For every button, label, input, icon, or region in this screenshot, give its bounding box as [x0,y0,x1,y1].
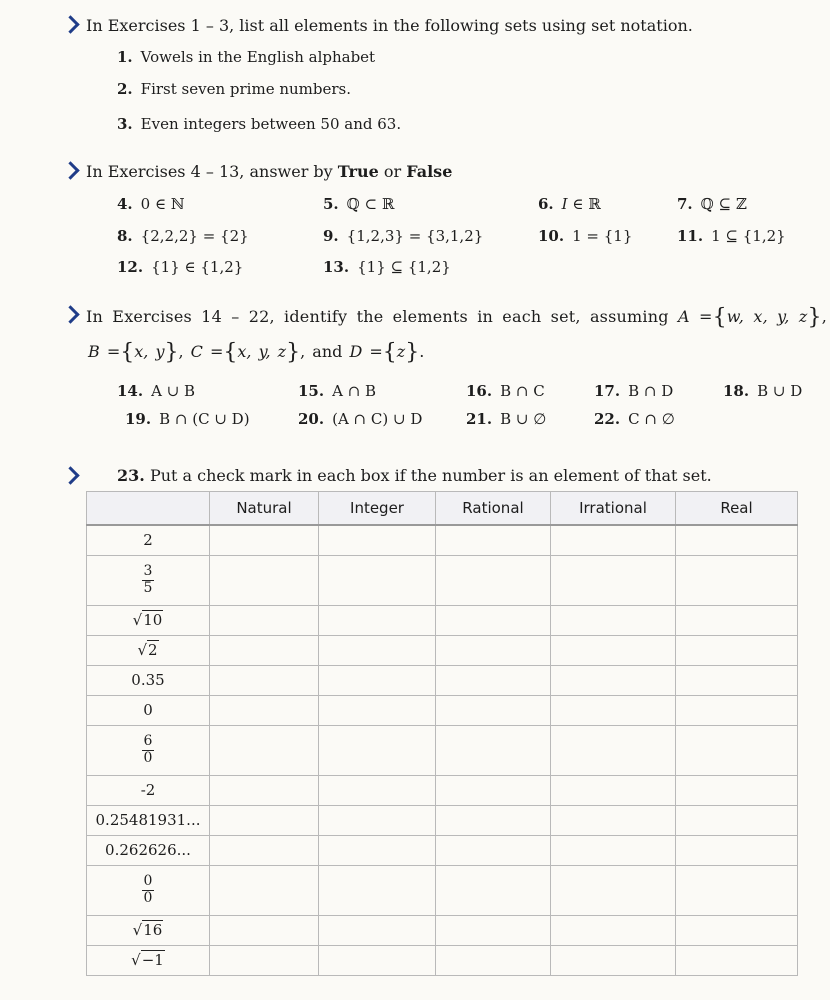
exercise-text: 0 ∈ ℕ [140,195,185,213]
header-irrational: Irrational [551,492,676,526]
row-label [87,945,210,975]
exercise-number: 10. [538,227,565,245]
check-cell[interactable] [551,805,676,835]
exercise-number: 22. [594,410,621,428]
exercise-item [323,227,483,245]
exercise-item [594,382,673,400]
exercise-number: 3. [117,115,133,133]
exercise-item [125,410,250,428]
check-cell[interactable] [210,945,319,975]
exercise-text: ℚ ⊂ ℝ [346,195,395,213]
table-row [87,605,798,635]
check-cell[interactable] [676,635,798,665]
check-cell[interactable] [436,695,551,725]
false-word: False [406,162,453,181]
check-cell[interactable] [676,945,798,975]
fraction: $\frac{6}{0}$ [143,733,153,766]
check-cell[interactable] [210,635,319,665]
check-cell[interactable] [436,665,551,695]
check-cell[interactable] [551,915,676,945]
row-label [87,555,210,605]
exercise-item [323,195,394,213]
exercise-text: ℚ ⊆ ℤ [700,195,747,213]
exercise-text: B ∩ (C ∪ D) [159,410,250,428]
check-cell[interactable] [676,775,798,805]
check-cell[interactable] [676,525,798,555]
chevron-right-icon [61,161,79,179]
table-row [87,695,798,725]
exercise-text: B ∩ C [500,382,545,400]
exercise-number: 1. [117,48,133,66]
exercise-text: B ∪ D [757,382,803,400]
table-row [87,835,798,865]
square-root: √10 [132,611,163,629]
check-cell[interactable] [436,775,551,805]
exercise-number: 19. [125,410,152,428]
exercise-item [117,48,375,66]
exercise-item [466,382,545,400]
check-cell[interactable] [436,865,551,915]
exercise-text: 𝐼 ∈ ℝ [561,195,601,213]
row-label: 0 [87,695,210,725]
exercise-text: 1 = {1} [572,227,633,245]
exercise-number: 2. [117,80,133,98]
check-cell[interactable] [319,555,436,605]
check-cell[interactable] [676,835,798,865]
row-label [87,605,210,635]
check-cell[interactable] [551,835,676,865]
check-cell[interactable] [551,635,676,665]
chevron-right-icon [61,305,79,323]
exercise-number: 5. [323,195,339,213]
check-cell[interactable] [319,805,436,835]
exercise-number: 21. [466,410,493,428]
check-cell[interactable] [676,725,798,775]
chevron-right-icon [61,15,79,33]
check-cell[interactable] [551,865,676,915]
exercise-item [594,410,675,428]
check-cell[interactable] [551,775,676,805]
check-cell[interactable] [676,805,798,835]
exercise-number: 15. [298,382,325,400]
exercise-number: 7. [677,195,693,213]
check-cell[interactable] [319,775,436,805]
exercise-text: {1} ⊆ {1,2} [357,258,451,276]
row-label: 0.25481931... [87,805,210,835]
check-cell[interactable] [551,695,676,725]
row-label [87,725,210,775]
exercise-number: 18. [723,382,750,400]
check-cell[interactable] [210,805,319,835]
exercise-number: 13. [323,258,350,276]
fraction: $\frac{3}{5}$ [143,563,153,596]
table-header-row [87,492,798,526]
exercise-item [677,227,786,245]
exercise-item [117,227,249,245]
check-cell[interactable] [319,915,436,945]
exercise-item [298,410,422,428]
exercise-item [117,195,185,213]
exercise-number: 17. [594,382,621,400]
header-rational: Rational [436,492,551,526]
exercise-item [298,382,376,400]
check-cell[interactable] [210,865,319,915]
chevron-right-icon [61,466,79,484]
section4-instruction: 23. Put a check mark in each box if the number is an element of that set. [117,466,712,485]
table-row [87,725,798,775]
check-cell[interactable] [676,695,798,725]
check-cell[interactable] [676,605,798,635]
exercise-text: A ∪ B [151,382,196,400]
exercise-text: {1} ∈ {1,2} [151,258,244,276]
table-row [87,635,798,665]
exercise-number: 16. [466,382,493,400]
exercise-number: 12. [117,258,144,276]
check-cell[interactable] [676,665,798,695]
row-label: 2 [87,525,210,555]
exercise-text: {2,2,2} = {2} [140,227,249,245]
exercise-text: 1 ⊆ {1,2} [711,227,786,245]
header-natural: Natural [210,492,319,526]
header-integer: Integer [319,492,436,526]
check-cell[interactable] [551,665,676,695]
check-cell[interactable] [436,525,551,555]
check-cell[interactable] [551,725,676,775]
fraction: $\frac{0}{0}$ [143,873,153,906]
check-cell[interactable] [436,555,551,605]
exercise-text: First seven prime numbers. [140,80,351,98]
check-cell[interactable] [210,775,319,805]
exercise-item [117,115,401,133]
check-cell[interactable] [210,915,319,945]
exercise-text: B ∩ D [628,382,674,400]
check-cell[interactable] [319,605,436,635]
exercise-item [538,227,632,245]
number-set-table [86,491,798,976]
check-cell[interactable] [436,915,551,945]
check-cell[interactable] [210,555,319,605]
table-row [87,555,798,605]
exercise-text: (A ∩ C) ∪ D [332,410,423,428]
exercise-text: A ∩ B [332,382,377,400]
section1-instruction: In Exercises 1 – 3, list all elements in the following sets using set notation. [86,16,693,35]
row-label [87,915,210,945]
exercise-number: 11. [677,227,704,245]
square-root: √2 [137,641,158,659]
check-cell[interactable] [551,605,676,635]
check-cell[interactable] [551,555,676,605]
table-corner-cell [87,492,210,526]
exercise-item [117,258,243,276]
exercise-text: {1,2,3} = {3,1,2} [346,227,484,245]
check-cell[interactable] [676,915,798,945]
section3-instruction: In Exercises 14 – 22, identify the elements in each set, assuming A ={w, x, y, z}, [86,305,827,330]
row-label: -2 [87,775,210,805]
exercise-text: C ∩ ∅ [628,410,675,428]
table-row [87,945,798,975]
check-cell[interactable] [436,945,551,975]
check-cell[interactable] [436,805,551,835]
exercise-item [466,410,546,428]
check-cell[interactable] [551,945,676,975]
check-cell[interactable] [319,835,436,865]
header-real: Real [676,492,798,526]
exercise-number: 6. [538,195,554,213]
exercise-item [323,258,451,276]
section3-set-defs: B ={x, y}, C ={x, y, z}, and D ={z}. [88,340,425,365]
check-cell[interactable] [436,635,551,665]
check-cell[interactable] [319,945,436,975]
table-row [87,805,798,835]
table-row [87,665,798,695]
exercise-item [538,195,601,213]
check-cell[interactable] [436,725,551,775]
check-cell[interactable] [319,725,436,775]
row-label [87,865,210,915]
check-cell[interactable] [676,555,798,605]
exercise-text: B ∪ ∅ [500,410,547,428]
check-cell[interactable] [210,695,319,725]
check-cell[interactable] [319,525,436,555]
check-cell[interactable] [319,665,436,695]
section2-instruction: In Exercises 4 – 13, answer by True or False [86,162,453,181]
exercise-number: 9. [323,227,339,245]
check-cell[interactable] [319,635,436,665]
square-root: √−1 [131,951,164,969]
check-cell[interactable] [319,865,436,915]
check-cell[interactable] [210,605,319,635]
row-label [87,635,210,665]
row-label: 0.35 [87,665,210,695]
exercise-item [677,195,747,213]
exercise-number: 4. [117,195,133,213]
exercise-number: 8. [117,227,133,245]
check-cell[interactable] [210,665,319,695]
check-cell[interactable] [319,695,436,725]
check-cell[interactable] [210,835,319,865]
table-row [87,865,798,915]
exercise-text: Vowels in the English alphabet [140,48,376,66]
check-cell[interactable] [436,605,551,635]
check-cell[interactable] [210,725,319,775]
square-root: √16 [132,921,163,939]
table-row [87,775,798,805]
check-cell[interactable] [551,525,676,555]
exercise-item [117,80,351,98]
check-cell[interactable] [676,865,798,915]
table-row [87,915,798,945]
exercise-number: 14. [117,382,144,400]
exercise-item [723,382,802,400]
exercise-item [117,382,195,400]
table-row [87,525,798,555]
exercise-text: Even integers between 50 and 63. [140,115,402,133]
exercise-number: 20. [298,410,325,428]
row-label: 0.262626... [87,835,210,865]
check-cell[interactable] [436,835,551,865]
check-cell[interactable] [210,525,319,555]
true-word: True [337,162,379,181]
